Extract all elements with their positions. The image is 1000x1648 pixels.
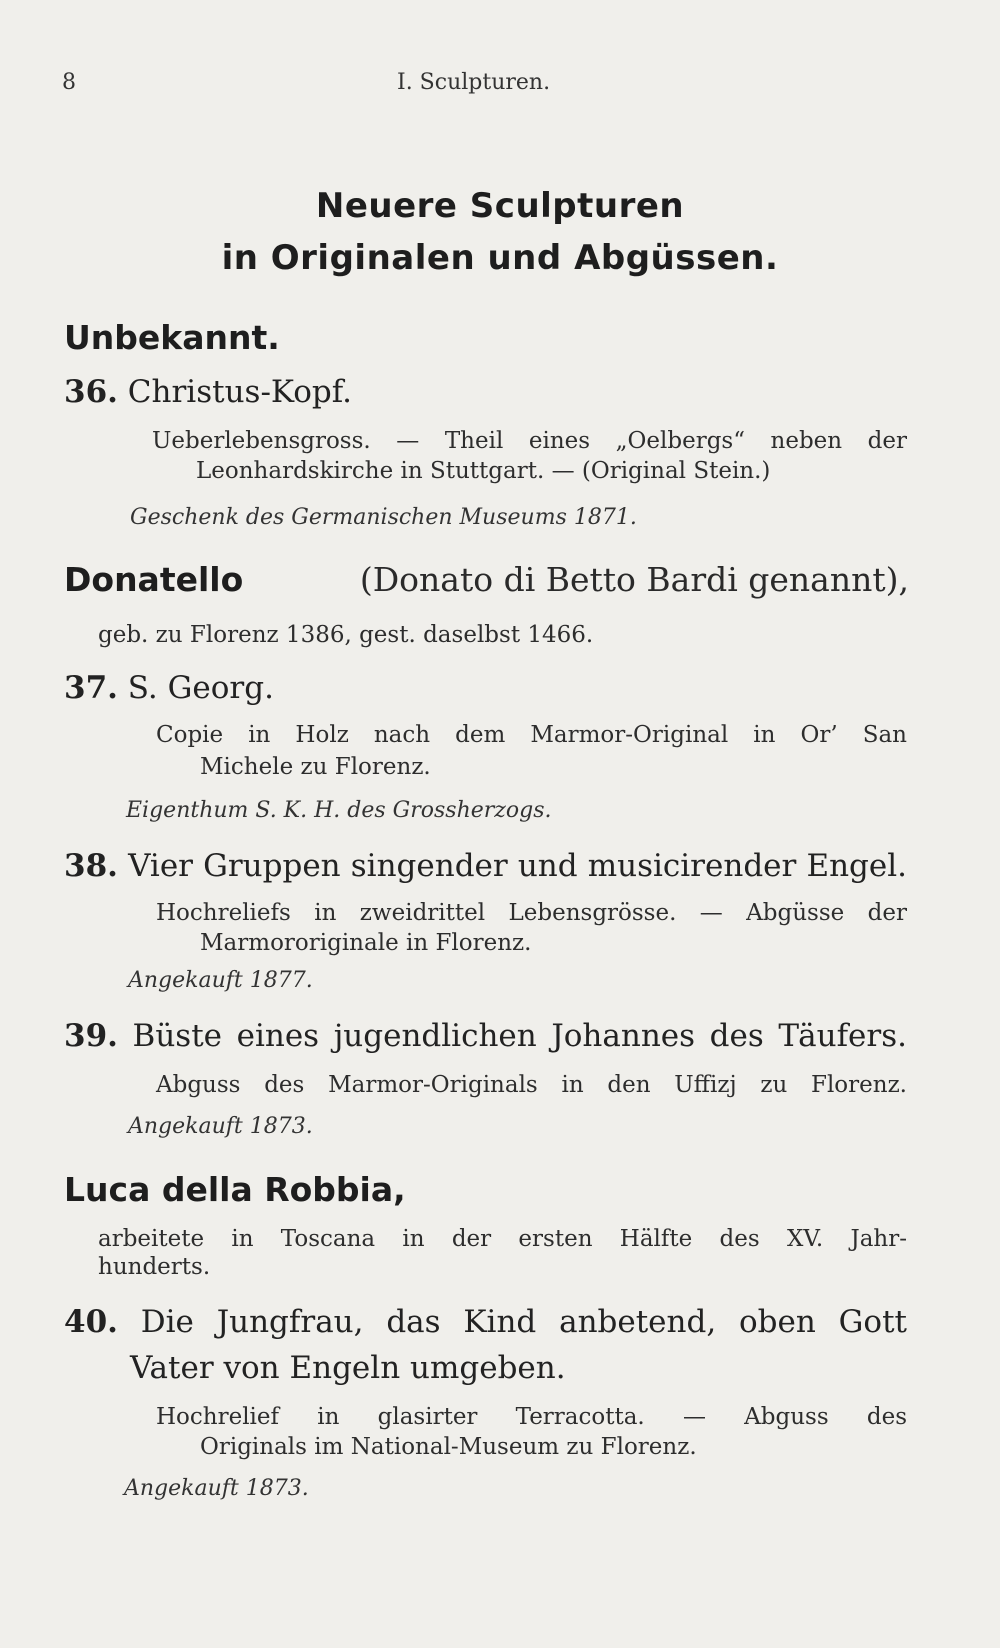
entry-40-description-line2: Originals im National-Museum zu Florenz. — [200, 1434, 697, 1460]
entry-40-provenance: Angekauft 1873. — [124, 1476, 309, 1501]
section-title-line2: in Originalen und Abgüssen. — [221, 238, 779, 278]
entry-39-provenance: Angekauft 1873. — [128, 1114, 313, 1139]
entry-number: 39. — [64, 1018, 118, 1054]
entry-36-heading — [64, 374, 352, 410]
page-number: 8 — [62, 70, 76, 95]
entry-title: Büste eines jugendlichen Johannes des Täufers. — [132, 1018, 907, 1054]
artist-heading-unbekannt: Unbekannt. — [64, 318, 280, 357]
artist-full-name: (Donato di Betto Bardi genannt), — [359, 560, 909, 599]
entry-number: 40. — [64, 1304, 118, 1340]
entry-37-description-line1: Copie in Holz nach dem Marmor-Original in Or’ San — [156, 722, 907, 748]
artist-bio-luca-line1: arbeitete in Toscana in der ersten Hälfte des XV. Jahr- — [98, 1226, 907, 1252]
entry-38-provenance: Angekauft 1877. — [128, 968, 313, 993]
entry-39-description-line1: Abguss des Marmor-Originals in den Uffizj zu Florenz. — [156, 1072, 907, 1098]
entry-39-heading — [64, 1018, 907, 1054]
entry-number: 37. — [64, 670, 118, 706]
entry-36-description-line2: Leonhardskirche in Stuttgart. — (Original Stein.) — [196, 458, 771, 484]
entry-title: Christus-Kopf. — [127, 374, 352, 410]
entry-38-description-line2: Marmororiginale in Florenz. — [200, 930, 532, 956]
entry-40-heading-line1 — [64, 1304, 907, 1340]
entry-title: Vier Gruppen singender und musicirender Engel. — [128, 848, 907, 884]
artist-bio-luca-line2: hunderts. — [98, 1254, 211, 1280]
entry-37-provenance: Eigenthum S. K. H. des Grossherzogs. — [126, 798, 552, 823]
entry-number: 38. — [64, 848, 118, 884]
artist-heading-luca-della-robbia: Luca della Robbia, — [64, 1170, 406, 1209]
entry-36-description-line1: Ueberlebensgross. — Theil eines „Oelbergs“ neben der — [152, 428, 907, 454]
entry-36-provenance: Geschenk des Germanischen Museums 1871. — [130, 505, 637, 530]
entry-37-description-line2: Michele zu Florenz. — [200, 754, 431, 780]
section-title-line1: Neuere Sculpturen — [315, 186, 685, 226]
entry-40-heading-line2: Vater von Engeln umgeben. — [130, 1350, 566, 1386]
entry-title: Die Jungfrau, das Kind anbetend, oben Gott — [140, 1304, 907, 1340]
artist-name: Donatello — [64, 560, 244, 599]
entry-title: S. Georg. — [127, 670, 274, 706]
artist-bio-donatello: geb. zu Florenz 1386, gest. daselbst 1466. — [98, 622, 594, 648]
entry-40-description-line1: Hochrelief in glasirter Terracotta. — Abguss des — [156, 1404, 907, 1430]
running-title: I. Sculpturen. — [397, 70, 551, 95]
entry-38-heading — [64, 848, 907, 884]
entry-number: 36. — [64, 374, 118, 410]
entry-38-description-line1: Hochreliefs in zweidrittel Lebensgrösse. — Abgüsse der — [156, 900, 907, 926]
artist-heading-donatello — [64, 560, 909, 599]
entry-37-heading — [64, 670, 274, 706]
